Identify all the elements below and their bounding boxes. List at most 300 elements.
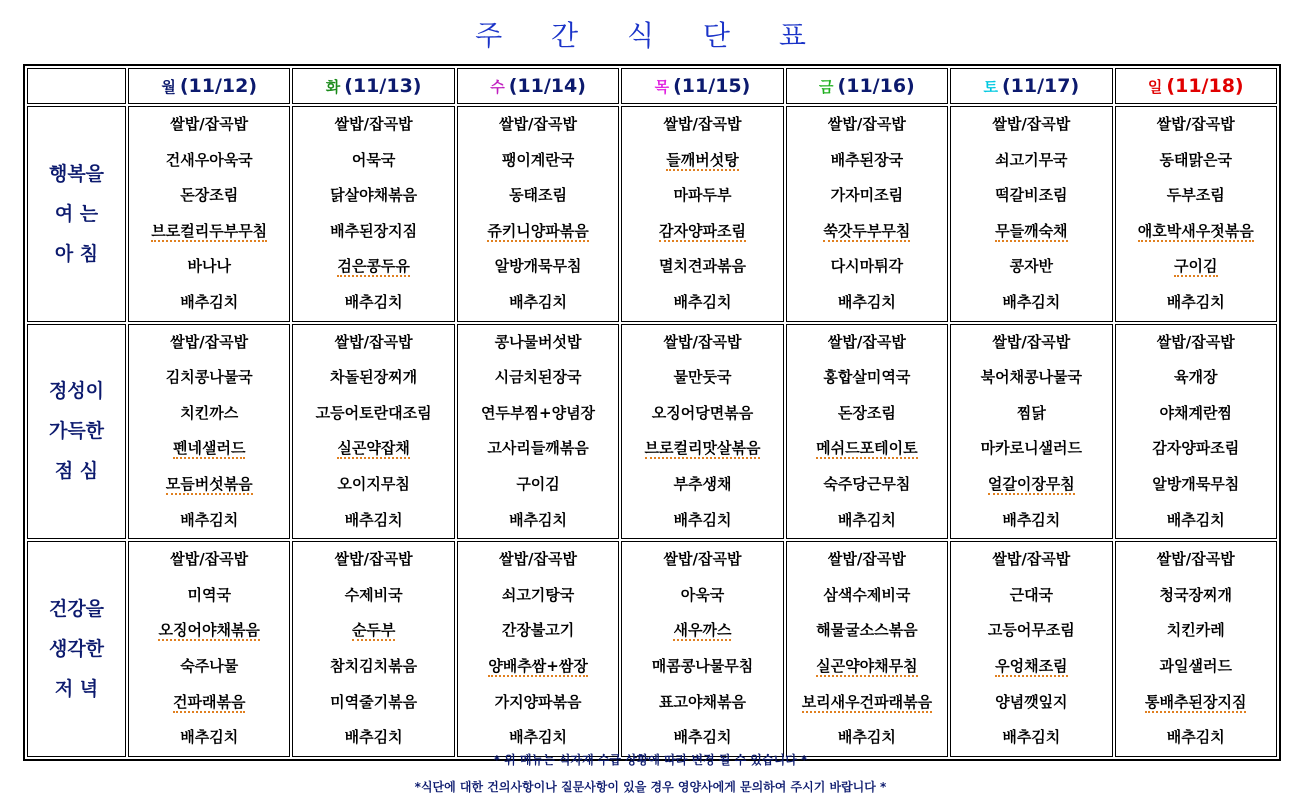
- menu-item-text: 브로컬리두부무침: [151, 221, 268, 240]
- day-header-row: [27, 68, 1277, 104]
- menu-item: [951, 503, 1111, 539]
- menu-item-text: 양배추쌈+쌈장: [488, 656, 588, 675]
- menu-item-text: 배추김치: [1002, 292, 1061, 311]
- menu-item: [787, 285, 947, 321]
- menu-item-text: 오이지무침: [337, 474, 410, 493]
- menu-item: [622, 325, 782, 361]
- menu-item-text: 동태조림: [509, 186, 568, 205]
- day-date: (11/13): [344, 75, 422, 97]
- menu-item-text: 배추김치: [509, 510, 568, 529]
- day-icon: 일: [1147, 78, 1163, 96]
- menu-item-text: 감자양파조림: [1152, 439, 1240, 458]
- meal-label-line: 건강을: [48, 597, 105, 620]
- menu-item: [1116, 431, 1276, 467]
- menu-item: [458, 249, 618, 285]
- corner-cell: [27, 68, 126, 104]
- menu-item-text: 육개장: [1174, 368, 1218, 387]
- menu-item-text: 쌀밥/잡곡밥: [1156, 550, 1235, 569]
- menu-item-text: 배추김치: [180, 728, 239, 747]
- menu-item: [787, 360, 947, 396]
- menu-item-text: 모듬버섯볶음: [165, 474, 253, 493]
- menu-item: [951, 214, 1111, 250]
- menu-item: [1116, 214, 1276, 250]
- menu-item-text: 배추김치: [1166, 510, 1225, 529]
- menu-item: [622, 685, 782, 721]
- menu-item: [622, 285, 782, 321]
- menu-item: [622, 649, 782, 685]
- menu-item-text: 가자미조림: [830, 186, 904, 205]
- day-icon: 금: [819, 78, 834, 96]
- menu-item-text: 양념깻잎지: [995, 692, 1068, 711]
- menu-item-text: 멸치견과볶음: [659, 257, 746, 276]
- menu-item: [293, 249, 453, 285]
- menu-item-text: 가지양파볶음: [494, 692, 582, 711]
- menu-item: [951, 178, 1111, 214]
- menu-item-text: 오징어야채볶음: [158, 621, 260, 640]
- menu-item: [622, 249, 782, 285]
- menu-item: [129, 542, 289, 578]
- menu-cell: [786, 324, 948, 540]
- menu-item: [458, 503, 618, 539]
- menu-item-text: 오징어당면볶음: [651, 403, 754, 422]
- menu-item-text: 무들깨숙채: [995, 221, 1068, 240]
- menu-cell: [950, 541, 1112, 757]
- menu-item: [129, 613, 289, 649]
- menu-item-text: 야채계란찜: [1159, 403, 1232, 422]
- menu-item: [787, 649, 947, 685]
- menu-item-text: 돈장조림: [837, 403, 896, 422]
- menu-item: [787, 249, 947, 285]
- menu-item: [293, 143, 453, 179]
- menu-item: [293, 613, 453, 649]
- menu-item: [951, 542, 1111, 578]
- menu-item-text: 쌀밥/잡곡밥: [334, 332, 413, 351]
- menu-item-text: 순두부: [351, 621, 396, 640]
- menu-item-text: 쌀밥/잡곡밥: [334, 550, 413, 569]
- menu-item-text: 구이김: [1174, 257, 1218, 276]
- menu-item-text: 배추김치: [344, 728, 403, 747]
- menu-item: [129, 578, 289, 614]
- menu-cell: [292, 541, 454, 757]
- menu-item: [458, 578, 618, 614]
- menu-item-text: 배추김치: [344, 510, 403, 529]
- menu-item: [951, 649, 1111, 685]
- meal-label: [27, 541, 126, 757]
- menu-item: [622, 467, 782, 503]
- menu-item-text: 쌀밥/잡곡밥: [992, 550, 1071, 569]
- menu-item: [129, 396, 289, 432]
- menu-item: [1116, 396, 1276, 432]
- menu-item: [293, 649, 453, 685]
- menu-item: [622, 613, 782, 649]
- menu-item: [458, 325, 618, 361]
- menu-item-text: 쑥갓두부무침: [823, 221, 911, 240]
- menu-cell: [1115, 106, 1277, 322]
- menu-item: [458, 649, 618, 685]
- menu-item: [951, 285, 1111, 321]
- menu-item: [458, 542, 618, 578]
- menu-item-text: 쌀밥/잡곡밥: [663, 550, 742, 569]
- menu-item: [1116, 542, 1276, 578]
- notice-contact: *식단에 대한 건의사항이나 질문사항이 있을 경우 영양사에게 문의하여 주시기 바랍니다 *: [414, 780, 887, 794]
- meal-label-line: 저 녁: [54, 677, 99, 700]
- menu-item: [622, 431, 782, 467]
- menu-item-text: 구이김: [516, 474, 560, 493]
- menu-item-text: 쌀밥/잡곡밥: [1156, 115, 1235, 133]
- menu-item-text: 검은콩두유: [337, 257, 410, 276]
- meal-label-line: 점 심: [54, 460, 99, 483]
- menu-item-text: 배추김치: [837, 292, 896, 311]
- menu-item-text: 돈장조림: [180, 186, 239, 205]
- menu-cell: [786, 541, 948, 757]
- menu-item: [129, 249, 289, 285]
- menu-item: [787, 107, 947, 143]
- menu-item: [1116, 249, 1276, 285]
- menu-item-text: 참치김치볶음: [330, 656, 418, 675]
- menu-item-text: 들깨버섯탕: [666, 150, 739, 169]
- menu-item-text: 미역줄기볶음: [330, 692, 418, 711]
- menu-cell: [292, 106, 454, 322]
- menu-item: [458, 396, 618, 432]
- menu-item-text: 표고야채볶음: [659, 692, 746, 711]
- menu-item-text: 배추김치: [180, 292, 239, 311]
- menu-item-text: 시금치된장국: [494, 368, 582, 387]
- menu-item: [293, 178, 453, 214]
- menu-item: [1116, 613, 1276, 649]
- menu-item: [129, 325, 289, 361]
- day-header: [457, 68, 619, 104]
- menu-item: [951, 107, 1111, 143]
- menu-item-text: 쥬키니양파볶음: [487, 221, 589, 240]
- menu-item: [129, 178, 289, 214]
- menu-cell: [1115, 324, 1277, 540]
- menu-item: [787, 467, 947, 503]
- menu-item: [458, 613, 618, 649]
- menu-item-text: 쌀밥/잡곡밥: [170, 332, 249, 351]
- menu-item: [951, 467, 1111, 503]
- menu-item: [129, 107, 289, 143]
- menu-item: [622, 578, 782, 614]
- menu-item: [622, 396, 782, 432]
- menu-cell: [950, 106, 1112, 322]
- menu-item: [129, 360, 289, 396]
- menu-item-text: 배추김치: [1166, 728, 1225, 747]
- menu-item: [129, 214, 289, 250]
- menu-item-text: 쇠고기무국: [995, 150, 1068, 169]
- menu-item-text: 수제비국: [344, 585, 403, 604]
- menu-item: [622, 360, 782, 396]
- menu-item-text: 연두부찜+양념장: [481, 403, 596, 422]
- day-header: [1115, 68, 1277, 104]
- menu-item: [787, 578, 947, 614]
- meal-row: [27, 324, 1277, 540]
- menu-item-text: 과일샐러드: [1159, 656, 1232, 675]
- menu-item-text: 숙주나물: [180, 656, 239, 675]
- menu-item: [458, 431, 618, 467]
- menu-item-text: 바나나: [187, 257, 231, 276]
- day-icon: 화: [325, 78, 341, 96]
- menu-item: [951, 578, 1111, 614]
- menu-item-text: 근대국: [1009, 585, 1054, 604]
- day-header: [128, 68, 290, 104]
- menu-cell: [457, 106, 619, 322]
- menu-item-text: 배추김치: [673, 728, 732, 747]
- menu-item: [1116, 503, 1276, 539]
- menu-cell: [621, 106, 783, 322]
- menu-item: [1116, 360, 1276, 396]
- menu-item-text: 고등어토란대조림: [315, 403, 432, 422]
- menu-item: [787, 178, 947, 214]
- menu-item-text: 쌀밥/잡곡밥: [827, 332, 906, 351]
- menu-item: [129, 431, 289, 467]
- meal-label-line: 가득한: [48, 420, 105, 443]
- meal-label-line: 행복을: [48, 162, 105, 185]
- menu-item-text: 배추김치: [1002, 510, 1061, 529]
- day-icon: 월: [161, 78, 176, 96]
- day-header: [786, 68, 948, 104]
- menu-item-text: 펜네샐러드: [172, 439, 246, 458]
- menu-item-text: 치킨까스: [180, 403, 239, 422]
- menu-item: [951, 613, 1111, 649]
- menu-item-text: 통배추된장지짐: [1145, 692, 1247, 711]
- menu-item-text: 팽이계란국: [501, 150, 575, 169]
- menu-item: [787, 542, 947, 578]
- menu-item-text: 배추김치: [673, 292, 732, 311]
- menu-item: [951, 360, 1111, 396]
- menu-item-text: 어묵국: [351, 150, 396, 169]
- menu-item-text: 물만둣국: [673, 368, 732, 387]
- menu-item: [787, 431, 947, 467]
- menu-item-text: 메쉬드포테이토: [816, 439, 918, 458]
- menu-cell: [457, 541, 619, 757]
- menu-cell: [950, 324, 1112, 540]
- menu-item-text: 알방개묵무침: [494, 257, 582, 276]
- menu-item: [293, 542, 453, 578]
- day-icon: 목: [654, 78, 670, 96]
- menu-item-text: 쌀밥/잡곡밥: [992, 115, 1071, 133]
- menu-item-text: 배추김치: [673, 510, 732, 529]
- menu-item: [293, 325, 453, 361]
- menu-item: [951, 325, 1111, 361]
- menu-item: [293, 467, 453, 503]
- day-date: (11/15): [673, 75, 751, 97]
- menu-item-text: 북어채콩나물국: [980, 368, 1083, 387]
- menu-cell: [1115, 541, 1277, 757]
- menu-item-text: 쌀밥/잡곡밥: [827, 550, 906, 569]
- menu-item: [622, 178, 782, 214]
- weekly-menu-table: [23, 64, 1281, 761]
- menu-item-text: 콩자반: [1009, 257, 1054, 276]
- menu-item-text: 숙주당근무침: [823, 474, 911, 493]
- notice-change: * 위 메뉴는 식자재 수급 상황에 따라 변경 될 수 있습니다 *: [493, 753, 808, 767]
- menu-item-text: 찜닭: [1016, 403, 1046, 422]
- menu-item: [787, 214, 947, 250]
- menu-item-text: 배추김치: [344, 292, 403, 311]
- meal-label: [27, 324, 126, 540]
- menu-cell: [457, 324, 619, 540]
- day-date: (11/18): [1166, 75, 1244, 97]
- menu-item: [951, 396, 1111, 432]
- menu-item: [129, 467, 289, 503]
- menu-item: [458, 178, 618, 214]
- menu-item-text: 다시마튀각: [830, 257, 904, 276]
- menu-item-text: 두부조림: [1166, 186, 1225, 205]
- day-header: [292, 68, 454, 104]
- menu-item: [293, 431, 453, 467]
- meal-label-line: 정성이: [48, 380, 105, 403]
- menu-item: [458, 685, 618, 721]
- menu-item: [622, 503, 782, 539]
- menu-item: [787, 396, 947, 432]
- menu-cell: [621, 324, 783, 540]
- menu-item-text: 아욱국: [680, 585, 725, 604]
- menu-item-text: 쌀밥/잡곡밥: [170, 550, 249, 569]
- menu-item-text: 보리새우건파래볶음: [801, 692, 933, 711]
- day-date: (11/14): [508, 75, 586, 97]
- menu-item-text: 배추된장국: [830, 150, 904, 169]
- day-date: (11/17): [1001, 75, 1080, 97]
- menu-cell: [292, 324, 454, 540]
- menu-item: [129, 143, 289, 179]
- menu-item-text: 쌀밥/잡곡밥: [499, 115, 578, 133]
- menu-item-text: 새우까스: [673, 621, 732, 640]
- menu-item: [293, 396, 453, 432]
- menu-item: [787, 685, 947, 721]
- menu-item-text: 애호박새우젓볶음: [1137, 221, 1254, 240]
- menu-item-text: 쌀밥/잡곡밥: [1156, 332, 1235, 351]
- menu-item: [1116, 578, 1276, 614]
- menu-item-text: 쌀밥/잡곡밥: [663, 115, 742, 133]
- menu-item-text: 쇠고기탕국: [501, 585, 575, 604]
- menu-item: [787, 613, 947, 649]
- menu-item-text: 브로컬리맛살볶음: [644, 439, 761, 458]
- meal-row: [27, 541, 1277, 757]
- day-date: (11/12): [179, 75, 258, 97]
- menu-item-text: 얼갈이장무침: [987, 474, 1075, 493]
- meal-row: [27, 106, 1277, 322]
- menu-item: [458, 360, 618, 396]
- menu-item: [1116, 685, 1276, 721]
- day-icon: 수: [490, 78, 505, 96]
- menu-item: [1116, 285, 1276, 321]
- menu-item: [458, 467, 618, 503]
- menu-item-text: 치킨카레: [1166, 621, 1225, 640]
- menu-item-text: 간장불고기: [501, 621, 575, 640]
- menu-item-text: 배추김치: [837, 510, 896, 529]
- menu-item-text: 배추김치: [1002, 728, 1061, 747]
- menu-item: [293, 360, 453, 396]
- meal-label: [27, 106, 126, 322]
- menu-item-text: 쌀밥/잡곡밥: [499, 550, 578, 569]
- menu-item: [1116, 178, 1276, 214]
- menu-item: [129, 503, 289, 539]
- menu-item: [458, 107, 618, 143]
- menu-item-text: 마카로니샐러드: [980, 439, 1083, 458]
- menu-cell: [621, 541, 783, 757]
- day-date: (11/16): [837, 75, 915, 97]
- menu-item-text: 감자양파조림: [659, 221, 746, 240]
- menu-item-text: 동태맑은국: [1159, 150, 1232, 169]
- meal-label-line: 생각한: [48, 637, 105, 660]
- menu-item: [293, 578, 453, 614]
- menu-item-text: 차돌된장찌개: [330, 368, 418, 387]
- menu-item: [1116, 649, 1276, 685]
- menu-item: [951, 431, 1111, 467]
- menu-item: [787, 325, 947, 361]
- menu-item: [458, 285, 618, 321]
- menu-item: [1116, 143, 1276, 179]
- menu-item: [1116, 107, 1276, 143]
- day-header: [621, 68, 783, 104]
- menu-item: [129, 685, 289, 721]
- menu-item: [622, 542, 782, 578]
- menu-item-text: 배추김치: [837, 728, 896, 747]
- menu-item-text: 고사리들깨볶음: [487, 439, 589, 458]
- menu-item: [293, 285, 453, 321]
- meal-label-line: 여 는: [54, 202, 99, 225]
- menu-item-text: 실곤약잡채: [337, 439, 410, 458]
- menu-item-text: 홍합살미역국: [823, 368, 911, 387]
- menu-item: [293, 503, 453, 539]
- menu-item: [293, 685, 453, 721]
- day-icon: 토: [983, 78, 998, 96]
- menu-item-text: 마파두부: [673, 186, 732, 205]
- menu-item-text: 삼색수제비국: [823, 585, 911, 604]
- menu-item-text: 배추김치: [509, 292, 568, 311]
- menu-item: [293, 107, 453, 143]
- menu-item-text: 실곤약야채무침: [816, 656, 918, 675]
- page-title: 주 간 식 단 표: [475, 19, 826, 52]
- menu-item-text: 배추김치: [1166, 292, 1225, 311]
- day-header: [950, 68, 1112, 104]
- menu-item-text: 콩나물버섯밥: [494, 332, 582, 351]
- menu-item: [293, 214, 453, 250]
- menu-item: [129, 285, 289, 321]
- menu-item-text: 미역국: [187, 585, 231, 604]
- menu-item-text: 건파래볶음: [172, 692, 246, 711]
- menu-cell: [128, 324, 290, 540]
- menu-item-text: 쌀밥/잡곡밥: [992, 332, 1071, 351]
- menu-item-text: 떡갈비조림: [995, 186, 1068, 205]
- menu-item-text: 알방개묵무침: [1152, 474, 1240, 493]
- menu-item: [622, 107, 782, 143]
- menu-item-text: 배추된장지짐: [330, 221, 418, 240]
- menu-item: [787, 503, 947, 539]
- menu-item-text: 쌀밥/잡곡밥: [663, 332, 742, 351]
- menu-item-text: 고등어무조림: [987, 621, 1075, 640]
- menu-item-text: 쌀밥/잡곡밥: [334, 115, 413, 133]
- menu-cell: [786, 106, 948, 322]
- menu-cell: [128, 541, 290, 757]
- menu-item-text: 배추김치: [509, 728, 568, 747]
- menu-cell: [128, 106, 290, 322]
- menu-item-text: 부추생채: [673, 474, 732, 493]
- menu-item: [458, 214, 618, 250]
- menu-item-text: 청국장찌개: [1159, 585, 1232, 604]
- menu-item-text: 배추김치: [180, 510, 239, 529]
- menu-item-text: 건새우아욱국: [165, 150, 253, 169]
- menu-item: [951, 249, 1111, 285]
- menu-item-text: 우엉채조림: [995, 656, 1068, 675]
- meal-label-line: 아 침: [54, 242, 99, 265]
- menu-item-text: 쌀밥/잡곡밥: [827, 115, 906, 133]
- menu-item-text: 닭살야채볶음: [330, 186, 418, 205]
- menu-item: [787, 143, 947, 179]
- menu-item-text: 김치콩나물국: [165, 368, 253, 387]
- menu-item: [951, 143, 1111, 179]
- menu-item: [622, 214, 782, 250]
- menu-item: [622, 143, 782, 179]
